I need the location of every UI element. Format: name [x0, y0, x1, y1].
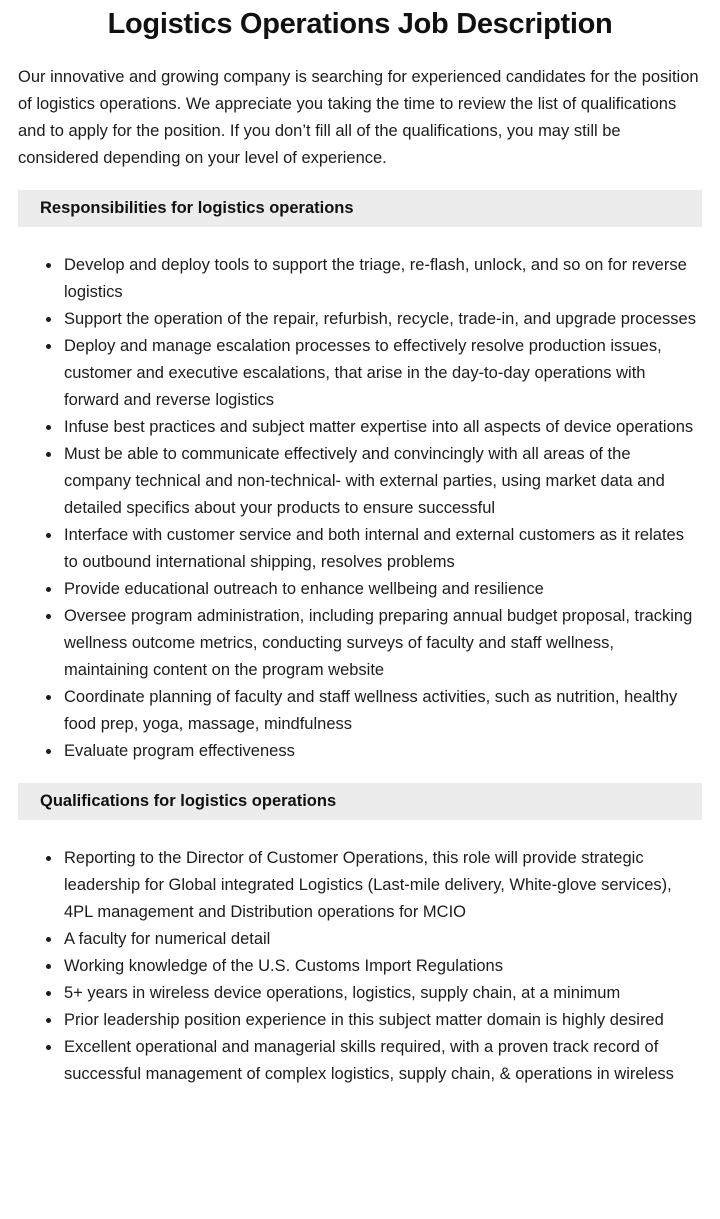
list-item: • 5+ years in wireless device operations, logistics, supply chain, at a minimum [62, 980, 702, 1007]
list-item: • Evaluate program effectiveness [62, 738, 702, 765]
intro-paragraph: Our innovative and growing company is searching for experienced candidates for the position of logistics operations. We appreciate you taking the time to review the list of qualifications and to apply for the position. If you don’t fill all of the qualifications, you may still be considered depending on your level of experience. [18, 68, 699, 167]
list-item: • Develop and deploy tools to support the triage, re-flash, unlock, and so on for reverse logistics [62, 252, 702, 306]
list-item: • Coordinate planning of faculty and staff wellness activities, such as nutrition, healthy food prep, yoga, massage, mindfulness [62, 684, 702, 738]
section-heading-responsibilities: Responsibilities for logistics operations [18, 190, 702, 227]
list-item: • A faculty for numerical detail [62, 926, 702, 953]
list-item: • Prior leadership position experience in this subject matter domain is highly desired [62, 1007, 702, 1034]
section-heading-qualifications: Qualifications for logistics operations [18, 783, 702, 820]
list-item: • Support the operation of the repair, refurbish, recycle, trade-in, and upgrade processes [62, 306, 702, 333]
list-item: • Provide educational outreach to enhance wellbeing and resilience [62, 576, 702, 603]
list-item: • Interface with customer service and both internal and external customers as it relates to outbound international shipping, resolves problems [62, 522, 702, 576]
page-title: Logistics Operations Job Description [107, 8, 613, 40]
list-item: • Deploy and manage escalation processes to effectively resolve production issues, customer and executive escalations, that arise in the day-to-day operations with forward and reverse logistics [62, 333, 702, 414]
list-item: • Infuse best practices and subject matter expertise into all aspects of device operations [62, 414, 702, 441]
list-item: • Excellent operational and managerial skills required, with a proven track record of successful management of complex logistics, supply chain, & operations in wireless [62, 1034, 702, 1088]
responsibilities-list [0, 252, 702, 765]
list-item: • Working knowledge of the U.S. Customs Import Regulations [62, 953, 702, 980]
list-item: • Oversee program administration, including preparing annual budget proposal, tracking wellness outcome metrics, conducting surveys of faculty and staff wellness, maintaining content on the program website [62, 603, 702, 684]
qualifications-list [0, 845, 702, 1088]
list-item: • Reporting to the Director of Customer Operations, this role will provide strategic leadership for Global integrated Logistics (Last-mile delivery, White-glove services), 4PL management and Distribution operations for MCIO [62, 845, 702, 926]
list-item: • Must be able to communicate effectively and convincingly with all areas of the company technical and non-technical- with external parties, using market data and detailed specifics about your products to ensure successful [62, 441, 702, 522]
